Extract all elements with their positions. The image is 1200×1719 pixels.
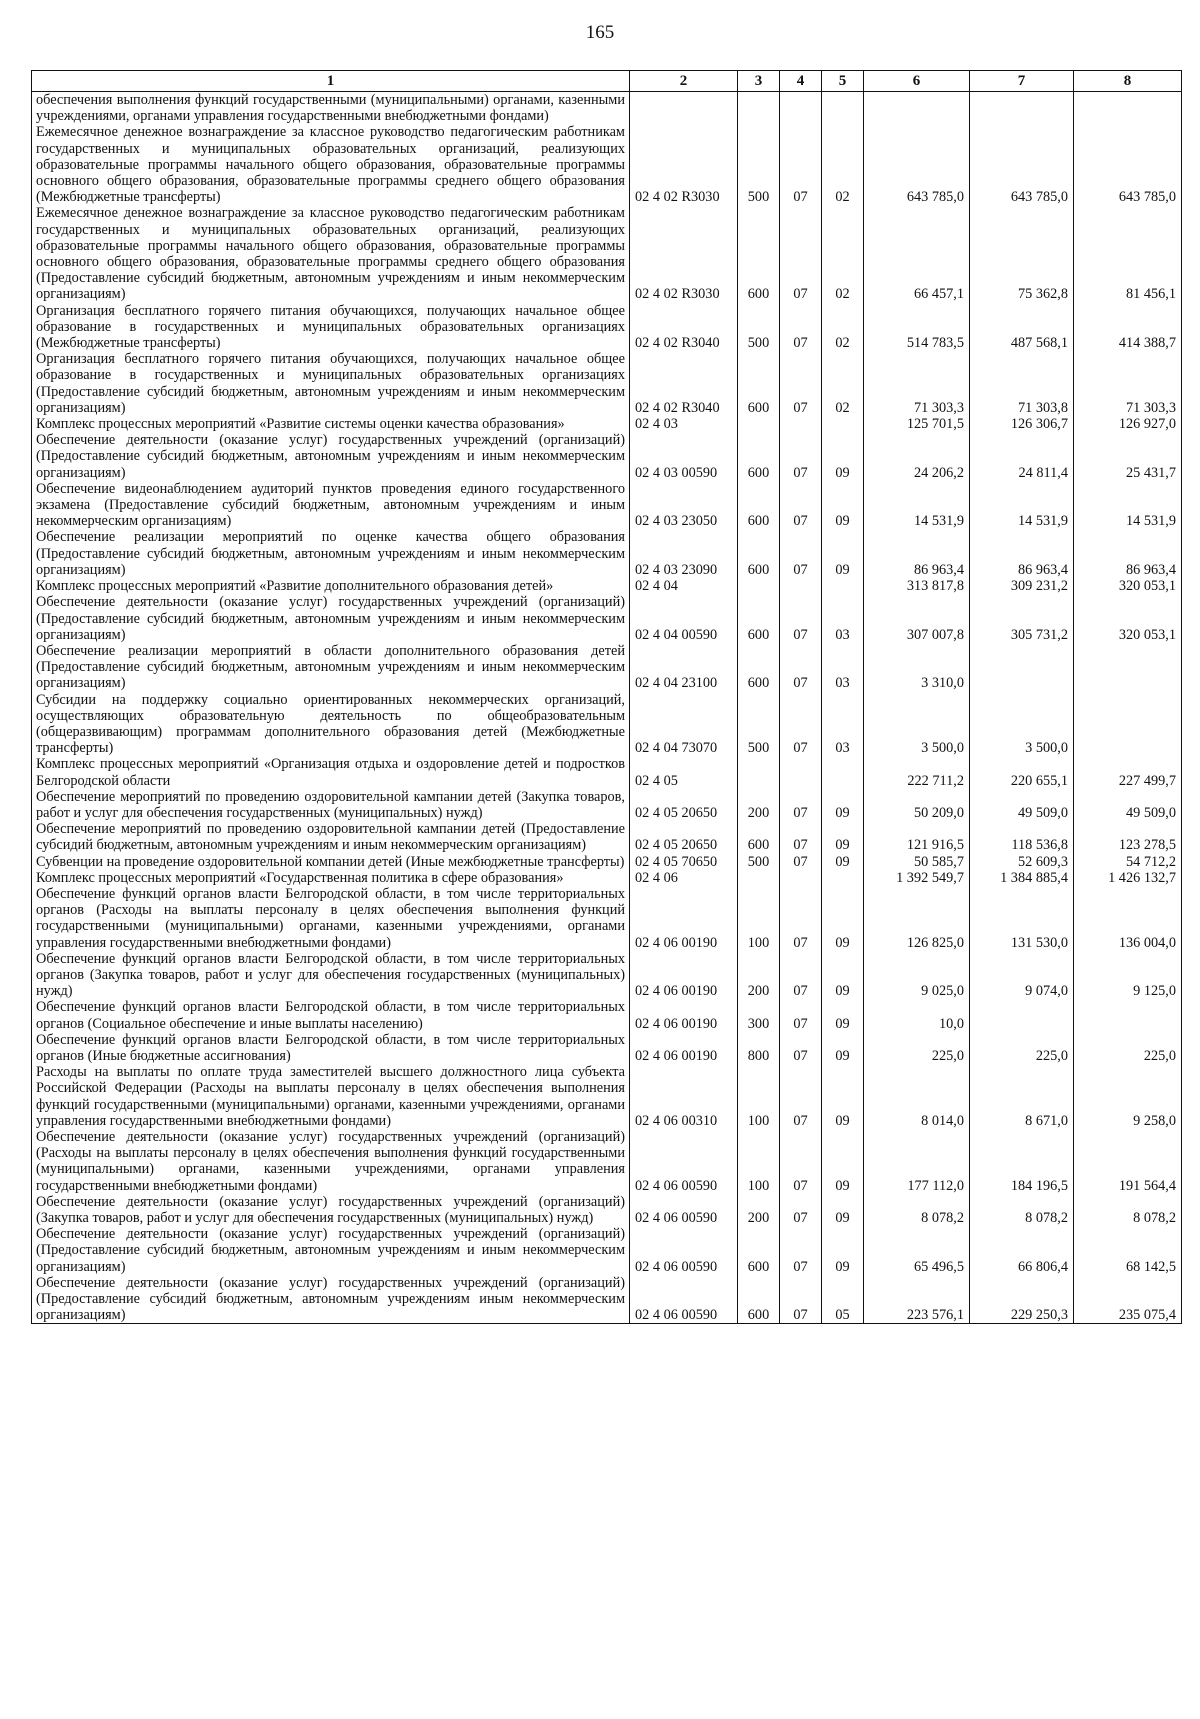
amount-year1-cell: 307 007,8	[864, 594, 970, 643]
target-code-cell: 02 4 02 R3030	[630, 205, 738, 302]
section-cell	[780, 756, 822, 788]
amount-year1-cell: 8 014,0	[864, 1064, 970, 1129]
amount-year2-cell: 71 303,8	[970, 351, 1074, 416]
target-code-cell: 02 4 06 00190	[630, 999, 738, 1031]
section-cell: 07	[780, 124, 822, 205]
expense-type-cell: 600	[738, 821, 780, 853]
table-row	[32, 432, 1182, 481]
amount-year3-cell: 9 258,0	[1074, 1064, 1182, 1129]
table-row	[32, 870, 1182, 886]
expense-name-cell: Обеспечение деятельности (оказание услуг) государственных учреждений (организаций) (Предоставление субсидий бюджетным, автономным учреждениям и иным некоммерческим организациям)	[32, 594, 630, 643]
table-row	[32, 351, 1182, 416]
target-code-cell: 02 4 06 00310	[630, 1064, 738, 1129]
expense-type-cell: 600	[738, 1226, 780, 1275]
target-code-cell: 02 4 02 R3040	[630, 351, 738, 416]
amount-year2-cell: 49 509,0	[970, 789, 1074, 821]
column-header: 1	[32, 71, 630, 92]
amount-year3-cell: 8 078,2	[1074, 1194, 1182, 1226]
section-cell: 07	[780, 481, 822, 530]
expense-type-cell	[738, 870, 780, 886]
expense-name-cell: Обеспечение видеонаблюдением аудиторий пунктов проведения единого государственного экзамена (Предоставление субсидий бюджетным, автономным учреждениям и иным некоммерческим организациям)	[32, 481, 630, 530]
target-code-cell: 02 4 03 00590	[630, 432, 738, 481]
expense-type-cell: 600	[738, 351, 780, 416]
amount-year3-cell: 81 456,1	[1074, 205, 1182, 302]
amount-year2-cell	[970, 999, 1074, 1031]
table-row	[32, 303, 1182, 352]
table-row	[32, 481, 1182, 530]
amount-year1-cell: 514 783,5	[864, 303, 970, 352]
target-code-cell: 02 4 03 23050	[630, 481, 738, 530]
amount-year1-cell	[864, 92, 970, 125]
table-row	[32, 854, 1182, 870]
section-cell: 07	[780, 594, 822, 643]
amount-year2-cell: 1 384 885,4	[970, 870, 1074, 886]
subsection-cell: 09	[822, 432, 864, 481]
table-row	[32, 205, 1182, 302]
amount-year1-cell: 313 817,8	[864, 578, 970, 594]
subsection-cell: 03	[822, 643, 864, 692]
table-row	[32, 821, 1182, 853]
expense-name-cell: Обеспечение деятельности (оказание услуг) государственных учреждений (организаций) (Закупка товаров, работ и услуг для обеспечения государственных (муниципальных) нужд)	[32, 1194, 630, 1226]
amount-year2-cell: 220 655,1	[970, 756, 1074, 788]
expense-name-cell: Обеспечение реализации мероприятий по оценке качества общего образования (Предоставление субсидий бюджетным, автономным учреждениям и иным некоммерческим организациям)	[32, 529, 630, 578]
expense-type-cell: 500	[738, 303, 780, 352]
expense-name-cell: Комплекс процессных мероприятий «Государственная политика в сфере образования»	[32, 870, 630, 886]
target-code-cell: 02 4 06 00590	[630, 1194, 738, 1226]
amount-year3-cell: 71 303,3	[1074, 351, 1182, 416]
table-row	[32, 756, 1182, 788]
amount-year3-cell: 191 564,4	[1074, 1129, 1182, 1194]
table-row	[32, 1194, 1182, 1226]
table-row	[32, 124, 1182, 205]
amount-year1-cell: 3 310,0	[864, 643, 970, 692]
amount-year1-cell: 125 701,5	[864, 416, 970, 432]
expense-name-cell: Ежемесячное денежное вознаграждение за классное руководство педагогическим работникам государственных и муниципальных образовательных организаций, реализующих образовательные программы начального общего образования, образовательные программы основного общего образования, образовательные программы среднего общего образования (Межбюджетные трансферты)	[32, 124, 630, 205]
subsection-cell: 09	[822, 1226, 864, 1275]
expense-type-cell: 600	[738, 481, 780, 530]
amount-year2-cell: 14 531,9	[970, 481, 1074, 530]
expense-name-cell: Обеспечение деятельности (оказание услуг) государственных учреждений (организаций) (Расходы на выплаты персоналу в целях обеспечения выполнения функций государственными (муниципальными) органами, казенными учреждениями, органами управления государственными внебюджетными фондами)	[32, 1129, 630, 1194]
amount-year1-cell: 1 392 549,7	[864, 870, 970, 886]
section-cell: 07	[780, 821, 822, 853]
amount-year3-cell: 54 712,2	[1074, 854, 1182, 870]
subsection-cell: 09	[822, 1064, 864, 1129]
amount-year1-cell: 14 531,9	[864, 481, 970, 530]
subsection-cell	[822, 92, 864, 125]
table-row	[32, 692, 1182, 757]
subsection-cell	[822, 870, 864, 886]
expense-name-cell: Организация бесплатного горячего питания обучающихся, получающих начальное общее образование в государственных и муниципальных образовательных организациях (Межбюджетные трансферты)	[32, 303, 630, 352]
budget-table	[31, 70, 1182, 1324]
amount-year2-cell: 229 250,3	[970, 1275, 1074, 1324]
amount-year3-cell: 86 963,4	[1074, 529, 1182, 578]
expense-type-cell: 600	[738, 1275, 780, 1324]
target-code-cell: 02 4 06	[630, 870, 738, 886]
section-cell: 07	[780, 643, 822, 692]
amount-year1-cell: 9 025,0	[864, 951, 970, 1000]
section-cell: 07	[780, 303, 822, 352]
amount-year1-cell: 643 785,0	[864, 124, 970, 205]
amount-year2-cell	[970, 92, 1074, 125]
section-cell	[780, 870, 822, 886]
subsection-cell: 09	[822, 854, 864, 870]
target-code-cell: 02 4 06 00190	[630, 951, 738, 1000]
expense-type-cell: 500	[738, 124, 780, 205]
amount-year3-cell: 225,0	[1074, 1032, 1182, 1064]
expense-name-cell: Расходы на выплаты по оплате труда заместителей высшего должностного лица субъекта Российской Федерации (Расходы на выплаты персоналу в целях обеспечения выполнения функций государственными (муниципальными) органами, казенными учреждениями, органами управления государственными внебюджетными фондами)	[32, 1064, 630, 1129]
section-cell: 07	[780, 351, 822, 416]
target-code-cell: 02 4 06 00590	[630, 1129, 738, 1194]
table-row	[32, 789, 1182, 821]
table-row	[32, 1064, 1182, 1129]
amount-year1-cell: 225,0	[864, 1032, 970, 1064]
column-header: 3	[738, 71, 780, 92]
expense-type-cell: 500	[738, 854, 780, 870]
amount-year3-cell	[1074, 692, 1182, 757]
section-cell: 07	[780, 432, 822, 481]
target-code-cell: 02 4 04 73070	[630, 692, 738, 757]
subsection-cell	[822, 416, 864, 432]
amount-year2-cell: 305 731,2	[970, 594, 1074, 643]
section-cell: 07	[780, 1032, 822, 1064]
amount-year1-cell: 71 303,3	[864, 351, 970, 416]
amount-year3-cell: 235 075,4	[1074, 1275, 1182, 1324]
section-cell	[780, 578, 822, 594]
amount-year3-cell: 320 053,1	[1074, 578, 1182, 594]
subsection-cell: 09	[822, 1194, 864, 1226]
table-row	[32, 1129, 1182, 1194]
expense-type-cell: 100	[738, 1064, 780, 1129]
amount-year1-cell: 65 496,5	[864, 1226, 970, 1275]
amount-year1-cell: 10,0	[864, 999, 970, 1031]
amount-year3-cell: 123 278,5	[1074, 821, 1182, 853]
section-cell: 07	[780, 205, 822, 302]
expense-type-cell: 600	[738, 205, 780, 302]
expense-name-cell: Обеспечение функций органов власти Белгородской области, в том числе территориальных органов (Иные бюджетные ассигнования)	[32, 1032, 630, 1064]
subsection-cell: 09	[822, 951, 864, 1000]
amount-year1-cell: 223 576,1	[864, 1275, 970, 1324]
table-row	[32, 643, 1182, 692]
column-header: 8	[1074, 71, 1182, 92]
section-cell: 07	[780, 789, 822, 821]
expense-name-cell: Обеспечение мероприятий по проведению оздоровительной кампании детей (Закупка товаров, работ и услуг для обеспечения государственных (муниципальных) нужд)	[32, 789, 630, 821]
target-code-cell: 02 4 06 00590	[630, 1226, 738, 1275]
target-code-cell: 02 4 04	[630, 578, 738, 594]
page-number: 165	[585, 22, 615, 43]
amount-year2-cell: 8 671,0	[970, 1064, 1074, 1129]
table-row	[32, 529, 1182, 578]
section-cell: 07	[780, 1275, 822, 1324]
amount-year2-cell: 86 963,4	[970, 529, 1074, 578]
column-header: 4	[780, 71, 822, 92]
column-header: 2	[630, 71, 738, 92]
amount-year2-cell: 8 078,2	[970, 1194, 1074, 1226]
subsection-cell: 09	[822, 529, 864, 578]
expense-type-cell	[738, 416, 780, 432]
expense-name-cell: Обеспечение деятельности (оказание услуг) государственных учреждений (организаций) (Предоставление субсидий бюджетным, автономным учреждениям и иным некоммерческим организациям)	[32, 1226, 630, 1275]
subsection-cell: 02	[822, 124, 864, 205]
section-cell: 07	[780, 854, 822, 870]
expense-name-cell: Ежемесячное денежное вознаграждение за классное руководство педагогическим работникам государственных и муниципальных образовательных организаций, реализующих образовательные программы начального общего образования, образовательные программы основного общего образования, образовательные программы среднего общего образования (Предоставление субсидий бюджетным, автономным учреждениям и иным некоммерческим организациям)	[32, 205, 630, 302]
column-header: 5	[822, 71, 864, 92]
target-code-cell: 02 4 06 00190	[630, 886, 738, 951]
amount-year3-cell: 49 509,0	[1074, 789, 1182, 821]
subsection-cell: 09	[822, 886, 864, 951]
expense-name-cell: Обеспечение мероприятий по проведению оздоровительной кампании детей (Предоставление субсидий бюджетным, автономным учреждениям и иным некоммерческим организациям)	[32, 821, 630, 853]
amount-year2-cell: 118 536,8	[970, 821, 1074, 853]
amount-year1-cell: 66 457,1	[864, 205, 970, 302]
subsection-cell: 09	[822, 481, 864, 530]
section-cell: 07	[780, 1064, 822, 1129]
amount-year2-cell: 126 306,7	[970, 416, 1074, 432]
subsection-cell	[822, 756, 864, 788]
amount-year2-cell: 131 530,0	[970, 886, 1074, 951]
subsection-cell: 09	[822, 1032, 864, 1064]
amount-year3-cell	[1074, 999, 1182, 1031]
expense-type-cell: 600	[738, 432, 780, 481]
table-row	[32, 416, 1182, 432]
table-row	[32, 1032, 1182, 1064]
amount-year3-cell	[1074, 92, 1182, 125]
target-code-cell: 02 4 06 00190	[630, 1032, 738, 1064]
expense-type-cell: 100	[738, 1129, 780, 1194]
target-code-cell: 02 4 06 00590	[630, 1275, 738, 1324]
table-row	[32, 92, 1182, 125]
amount-year2-cell: 9 074,0	[970, 951, 1074, 1000]
section-cell: 07	[780, 1129, 822, 1194]
expense-type-cell: 200	[738, 1194, 780, 1226]
amount-year1-cell: 24 206,2	[864, 432, 970, 481]
table-row	[32, 1226, 1182, 1275]
table-body	[32, 92, 1182, 1324]
amount-year2-cell: 487 568,1	[970, 303, 1074, 352]
amount-year3-cell: 68 142,5	[1074, 1226, 1182, 1275]
expense-name-cell: Субвенции на проведение оздоровительной компании детей (Иные межбюджетные трансферты)	[32, 854, 630, 870]
amount-year3-cell: 14 531,9	[1074, 481, 1182, 530]
amount-year3-cell: 414 388,7	[1074, 303, 1182, 352]
expense-name-cell: Обеспечение функций органов власти Белгородской области, в том числе территориальных органов (Расходы на выплаты персоналу в целях обеспечения выполнения функций государственными (муниципальными) органами, казенными учреждениями, органами управления государственными внебюджетными фондами)	[32, 886, 630, 951]
expense-type-cell: 600	[738, 529, 780, 578]
target-code-cell: 02 4 05 70650	[630, 854, 738, 870]
amount-year1-cell: 121 916,5	[864, 821, 970, 853]
amount-year2-cell	[970, 643, 1074, 692]
section-cell: 07	[780, 951, 822, 1000]
expense-type-cell	[738, 578, 780, 594]
section-cell: 07	[780, 1194, 822, 1226]
section-cell: 07	[780, 999, 822, 1031]
amount-year3-cell: 136 004,0	[1074, 886, 1182, 951]
subsection-cell: 09	[822, 789, 864, 821]
expense-type-cell: 500	[738, 692, 780, 757]
section-cell: 07	[780, 529, 822, 578]
amount-year3-cell	[1074, 643, 1182, 692]
section-cell	[780, 416, 822, 432]
target-code-cell	[630, 92, 738, 125]
amount-year2-cell: 225,0	[970, 1032, 1074, 1064]
amount-year2-cell: 3 500,0	[970, 692, 1074, 757]
expense-type-cell: 600	[738, 594, 780, 643]
expense-name-cell: Субсидии на поддержку социально ориентированных некоммерческих организаций, осуществляющих образовательную деятельность по общеобразовательным (общеразвивающим) программам дополнительного образования детей (Межбюджетные трансферты)	[32, 692, 630, 757]
amount-year2-cell: 66 806,4	[970, 1226, 1074, 1275]
target-code-cell: 02 4 04 00590	[630, 594, 738, 643]
subsection-cell: 05	[822, 1275, 864, 1324]
expense-name-cell: Комплекс процессных мероприятий «Развитие системы оценки качества образования»	[32, 416, 630, 432]
expense-type-cell: 800	[738, 1032, 780, 1064]
expense-type-cell: 200	[738, 789, 780, 821]
table-header-row	[32, 71, 1182, 92]
subsection-cell: 02	[822, 351, 864, 416]
target-code-cell: 02 4 03 23090	[630, 529, 738, 578]
subsection-cell: 02	[822, 303, 864, 352]
column-header: 7	[970, 71, 1074, 92]
expense-type-cell	[738, 92, 780, 125]
target-code-cell: 02 4 05 20650	[630, 821, 738, 853]
amount-year3-cell: 126 927,0	[1074, 416, 1182, 432]
table-row	[32, 999, 1182, 1031]
amount-year2-cell: 52 609,3	[970, 854, 1074, 870]
section-cell: 07	[780, 692, 822, 757]
expense-name-cell: Комплекс процессных мероприятий «Организация отдыха и оздоровление детей и подростков Белгородской области	[32, 756, 630, 788]
target-code-cell: 02 4 04 23100	[630, 643, 738, 692]
amount-year1-cell: 3 500,0	[864, 692, 970, 757]
amount-year1-cell: 8 078,2	[864, 1194, 970, 1226]
amount-year1-cell: 50 585,7	[864, 854, 970, 870]
table-row	[32, 1275, 1182, 1324]
table-row	[32, 578, 1182, 594]
subsection-cell	[822, 578, 864, 594]
subsection-cell: 03	[822, 594, 864, 643]
expense-name-cell: Обеспечение деятельности (оказание услуг) государственных учреждений (организаций) (Предоставление субсидий бюджетным, автономным учреждениям и иным некоммерческим организациям)	[32, 432, 630, 481]
table-row	[32, 951, 1182, 1000]
expense-type-cell	[738, 756, 780, 788]
expense-type-cell: 100	[738, 886, 780, 951]
section-cell	[780, 92, 822, 125]
amount-year2-cell: 24 811,4	[970, 432, 1074, 481]
expense-name-cell: Обеспечение функций органов власти Белгородской области, в том числе территориальных органов (Закупка товаров, работ и услуг для обеспечения государственных (муниципальных) нужд)	[32, 951, 630, 1000]
expense-name-cell: Организация бесплатного горячего питания обучающихся, получающих начальное общее образование в государственных и муниципальных образовательных организациях (Предоставление субсидий бюджетным, автономным учреждениям и иным некоммерческим организациям)	[32, 351, 630, 416]
expense-type-cell: 200	[738, 951, 780, 1000]
expense-type-cell: 600	[738, 643, 780, 692]
target-code-cell: 02 4 02 R3030	[630, 124, 738, 205]
amount-year1-cell: 86 963,4	[864, 529, 970, 578]
amount-year3-cell: 227 499,7	[1074, 756, 1182, 788]
expense-name-cell: Обеспечение реализации мероприятий в области дополнительного образования детей (Предоставление субсидий бюджетным, автономным учреждениям и иным некоммерческим организациям)	[32, 643, 630, 692]
subsection-cell: 09	[822, 1129, 864, 1194]
amount-year3-cell: 9 125,0	[1074, 951, 1182, 1000]
subsection-cell: 03	[822, 692, 864, 757]
expense-name-cell: Комплекс процессных мероприятий «Развитие дополнительного образования детей»	[32, 578, 630, 594]
column-header: 6	[864, 71, 970, 92]
amount-year1-cell: 126 825,0	[864, 886, 970, 951]
target-code-cell: 02 4 03	[630, 416, 738, 432]
amount-year2-cell: 75 362,8	[970, 205, 1074, 302]
amount-year2-cell: 184 196,5	[970, 1129, 1074, 1194]
amount-year3-cell: 25 431,7	[1074, 432, 1182, 481]
expense-type-cell: 300	[738, 999, 780, 1031]
target-code-cell: 02 4 05	[630, 756, 738, 788]
amount-year3-cell: 643 785,0	[1074, 124, 1182, 205]
amount-year2-cell: 309 231,2	[970, 578, 1074, 594]
section-cell: 07	[780, 886, 822, 951]
target-code-cell: 02 4 05 20650	[630, 789, 738, 821]
expense-name-cell: Обеспечение деятельности (оказание услуг) государственных учреждений (организаций) (Предоставление субсидий бюджетным, автономным учреждениям иным некоммерческим организациям)	[32, 1275, 630, 1324]
subsection-cell: 09	[822, 999, 864, 1031]
amount-year1-cell: 50 209,0	[864, 789, 970, 821]
table-row	[32, 594, 1182, 643]
section-cell: 07	[780, 1226, 822, 1275]
expense-name-cell: обеспечения выполнения функций государственными (муниципальными) органами, казенными учреждениями, органами управления государственными внебюджетными фондами)	[32, 92, 630, 125]
subsection-cell: 09	[822, 821, 864, 853]
amount-year2-cell: 643 785,0	[970, 124, 1074, 205]
amount-year1-cell: 222 711,2	[864, 756, 970, 788]
amount-year1-cell: 177 112,0	[864, 1129, 970, 1194]
amount-year3-cell: 320 053,1	[1074, 594, 1182, 643]
table-row	[32, 886, 1182, 951]
subsection-cell: 02	[822, 205, 864, 302]
amount-year3-cell: 1 426 132,7	[1074, 870, 1182, 886]
expense-name-cell: Обеспечение функций органов власти Белгородской области, в том числе территориальных органов (Социальное обеспечение и иные выплаты населению)	[32, 999, 630, 1031]
target-code-cell: 02 4 02 R3040	[630, 303, 738, 352]
